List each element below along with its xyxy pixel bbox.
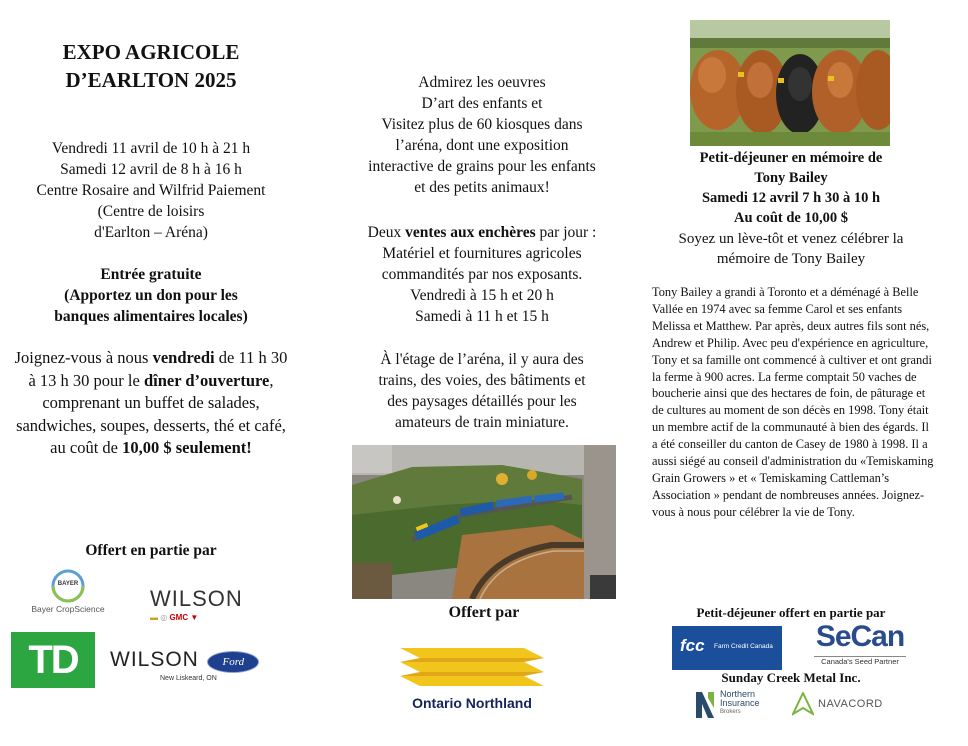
trains-line-1: À l'étage de l’aréna, il y aura des xyxy=(380,351,584,368)
auctions-friday: Vendredi à 15 h et 20 h xyxy=(410,287,554,304)
trains-text xyxy=(326,349,638,433)
opening-dinner xyxy=(14,347,288,460)
exhibits-line-4: l’aréna, dont une exposition xyxy=(395,137,569,154)
secan-logo xyxy=(804,620,916,672)
exhibits-line-2: D’art des enfants et xyxy=(421,95,543,112)
cadillac-icon: ▼ xyxy=(190,613,199,622)
ontario-northland-wordmark: Ontario Northland xyxy=(412,695,532,711)
exhibits-line-5: interactive de grains pour les enfants xyxy=(368,158,596,175)
dinner-text-3: , comprenant un buffet de salades, sandwiches, soupes, desserts, thé et café, au coût de xyxy=(16,370,286,457)
breakfast-sponsors-heading: Petit-déjeuner offert en partie par xyxy=(696,605,886,620)
event-dates xyxy=(5,138,297,243)
tony-bailey-bio: Tony Bailey a grandi à Toronto et a déménagé à Belle Vallée en 1974 avec sa femme Carol et ses enfants Melissa et Matthew. Par après, deux autres fils sont nés, Andrew et Philip. Avec peu d'expérience en agriculture, Tony et sa famille ont commencé à cultiver et ont grandi la ferme à 900 acres. La ferme comptait 50 vaches de boucherie ainsi que des hectares de foin, de pâturage et de cultures au moment de son décès en 1998. Tony était un membre actif de la communauté à bien des égards. Il a été conseiller du canton de Casey de 1980 à 1998. Il a aussi siégé au conseil d'administration du «Temiskaming Grain Growers » et « Temiskaming Cattleman’s Association » pendant de nombreuses années. Joignez-vous à nous pour célébrer la vie de Tony. xyxy=(652,285,934,519)
auctions-saturday: Samedi à 11 h et 15 h xyxy=(415,308,549,325)
sponsors-heading-left: Offert en partie par xyxy=(85,542,217,559)
exhibits-text xyxy=(326,72,638,198)
bayer-cross-icon xyxy=(8,566,128,624)
dinner-bold-price: 10,00 $ seulement! xyxy=(122,438,252,457)
gmc-mark: GMC xyxy=(169,613,189,622)
wilson-ford-logo xyxy=(110,648,280,688)
wilson-ford-wordmark: WILSON xyxy=(110,648,199,671)
fcc-name: Farm Credit Canada xyxy=(714,643,773,650)
fcc-mark: fcc xyxy=(680,636,705,655)
navacord-logo xyxy=(792,692,902,718)
northern-insurance-line-2: Insurance xyxy=(720,698,760,708)
venue: Centre Rosaire and Wilfrid Paiement xyxy=(36,182,266,199)
entry-line-2: (Apportez un don pour les xyxy=(64,287,238,304)
wilson-ford-location: New Liskeard, ON xyxy=(160,674,217,682)
northern-insurance-line-1: Northern xyxy=(720,689,756,699)
breakfast-invite xyxy=(650,229,932,269)
ontario-northland-chevrons-icon xyxy=(372,640,572,692)
exhibits-line-6: et des petits animaux! xyxy=(414,179,550,196)
breakfast-title-2: Tony Bailey xyxy=(754,170,828,186)
secan-sub: Canada's Seed Partner xyxy=(814,656,906,666)
navacord-icon xyxy=(792,692,814,716)
breakfast-invite-1: Soyez un lève-tôt et venez célébrer la xyxy=(678,231,904,247)
sponsors-heading-middle: Offert par xyxy=(448,604,520,621)
entry-line-3: banques alimentaires locales) xyxy=(54,308,248,325)
auctions-line-1 xyxy=(326,222,638,243)
entry-title: Entrée gratuite xyxy=(100,266,202,283)
bayer-sub: Bayer CropScience xyxy=(31,604,105,614)
auctions-text-1: Deux xyxy=(367,224,406,241)
trains-line-4: amateurs de train miniature. xyxy=(395,414,569,431)
gm-brands-row xyxy=(150,613,262,622)
auctions-line-2: Matériel et fournitures agricoles xyxy=(382,245,582,262)
breakfast-heading xyxy=(650,148,932,228)
chevrolet-icon: ▬ xyxy=(150,613,158,622)
td-logo xyxy=(11,632,95,688)
ontario-northland-logo xyxy=(372,640,572,711)
td-wordmark: TD xyxy=(28,638,78,682)
free-entry xyxy=(20,264,282,327)
date-saturday: Samedi 12 avril de 8 h à 16 h xyxy=(60,161,242,178)
auctions-line-3: commandités par nos exposants. xyxy=(381,266,583,283)
model-train-photo xyxy=(352,445,616,599)
dinner-bold-friday: vendredi xyxy=(152,348,215,367)
trains-line-3: des paysages détaillés pour les xyxy=(387,393,577,410)
breakfast-invite-2: mémoire de Tony Bailey xyxy=(716,251,866,267)
northern-insurance-line-3: Brokers xyxy=(720,709,741,715)
breakfast-cost: Au coût de 10,00 $ xyxy=(734,210,848,226)
auctions-bold: ventes aux enchères xyxy=(405,224,536,241)
cattle-photo xyxy=(690,20,890,146)
buick-icon: ◎ xyxy=(160,613,168,622)
breakfast-title-1: Petit-déjeuner en mémoire de xyxy=(699,150,883,166)
secan-wordmark: SeCan xyxy=(815,620,905,653)
wilson-gm-wordmark: WILSON xyxy=(150,586,243,611)
northern-insurance-logo xyxy=(694,688,784,722)
auctions-text-2: par jour : xyxy=(535,224,597,241)
dinner-text-2: de 11 h 30 à 13 h 30 pour le xyxy=(28,348,288,390)
date-friday: Vendredi 11 avril de 10 h à 21 h xyxy=(51,140,251,157)
ford-oval: Ford xyxy=(207,651,259,673)
venue-sub-2: d'Earlton – Aréna) xyxy=(94,224,208,241)
bayer-logo xyxy=(8,566,128,624)
title-line-1: EXPO AGRICOLE xyxy=(62,40,240,64)
auctions-text xyxy=(326,222,638,327)
title-line-2: D’EARLTON 2025 xyxy=(65,68,237,92)
sunday-creek-sponsor: Sunday Creek Metal Inc. xyxy=(721,670,861,685)
northern-insurance-text xyxy=(720,690,760,717)
navacord-wordmark: NAVACORD xyxy=(818,698,883,710)
bayer-wordmark: BAYER xyxy=(57,581,79,587)
dinner-text-1: Joignez-vous à nous xyxy=(14,348,153,367)
breakfast-date: Samedi 12 avril 7 h 30 à 10 h xyxy=(701,190,881,206)
exhibits-line-3: Visitez plus de 60 kiosques dans xyxy=(381,116,583,133)
event-title xyxy=(20,38,282,94)
fcc-logo xyxy=(672,626,782,670)
trains-line-2: trains, des voies, des bâtiments et xyxy=(378,372,586,389)
dinner-bold-opening: dîner d’ouverture xyxy=(143,370,270,390)
exhibits-line-1: Admirez les oeuvres xyxy=(418,74,546,91)
wilson-gm-logo xyxy=(150,586,262,626)
venue-sub-1: (Centre de loisirs xyxy=(97,203,205,220)
northern-n-icon xyxy=(694,690,716,720)
